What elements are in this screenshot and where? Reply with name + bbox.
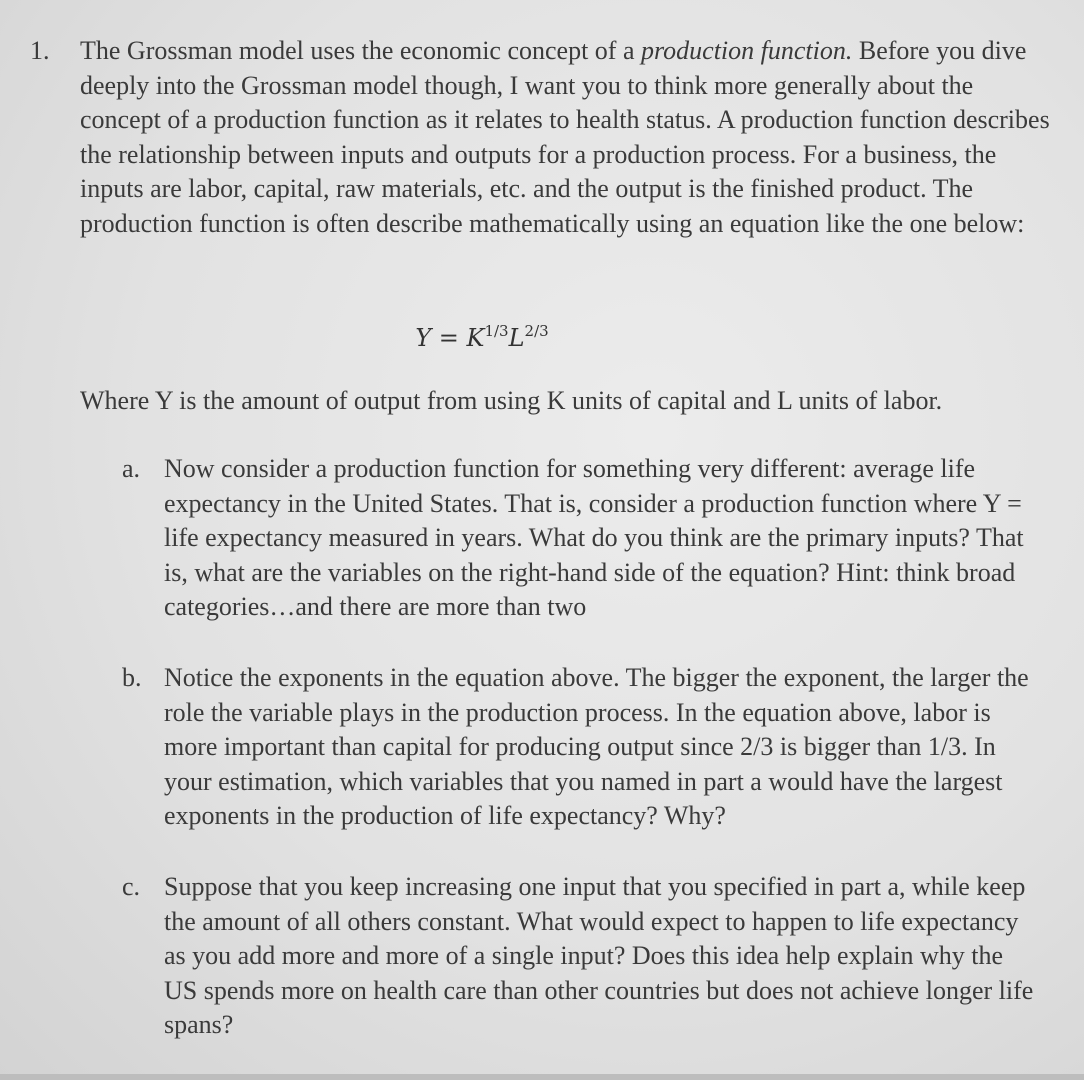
intro-text-start: The Grossman model uses the economic concept of a	[80, 36, 641, 65]
equation-lhs: Y = K	[415, 324, 485, 352]
where-explanation: Where Y is the amount of output from using K units of capital and L units of labor.	[80, 386, 943, 415]
question-number: 1.	[30, 36, 50, 65]
sub-question-letter: b.	[122, 663, 142, 692]
intro-text-end: Before you dive deeply into the Grossman model though, I want you to think more generally about the concept of a production function as it relates to health status. A production function describes the relationship between inputs and outputs for a production process. For a business, the inputs are labor, capital, raw materials, etc. and the output is the finished product. The production function is often describe mathematically using an equation like the one below:	[80, 36, 1050, 238]
page-bottom-edge	[0, 1074, 1084, 1080]
equation-exponent-l: 2/3	[524, 322, 549, 340]
sub-question-text: Suppose that you keep increasing one input that you specified in part a, while keep the amount of all others constant. What would expect to happen to life expectancy as you add more and more of a single input? Does this idea help explain why the US spends more on health care than other countries but does not achieve longer life spans?	[164, 872, 1034, 1039]
sub-question-letter: a.	[122, 454, 141, 483]
equation-exponent-k: 1/3	[484, 322, 509, 340]
question-intro	[80, 34, 1055, 241]
sub-question-text: Now consider a production function for something very different: average life expectancy in the United States. That is, consider a production function where Y = life expectancy measured in years. What do you think are the primary inputs? That is, what are the variables on the right-hand side of the equation? Hint: think broad categories…and there are more than two	[164, 454, 1024, 621]
sub-question-letter: c.	[122, 872, 141, 901]
intro-emphasis: production function.	[641, 36, 853, 65]
production-equation	[0, 314, 1084, 355]
sub-question-text: Notice the exponents in the equation above. The bigger the exponent, the larger the role the variable plays in the production process. In the equation above, labor is more important than capital for producing output since 2/3 is bigger than 1/3. In your estimation, which variables that you named in part a would have the largest exponents in the production of life expectancy? Why?	[164, 663, 1029, 830]
equation-base-l: L	[508, 324, 525, 352]
